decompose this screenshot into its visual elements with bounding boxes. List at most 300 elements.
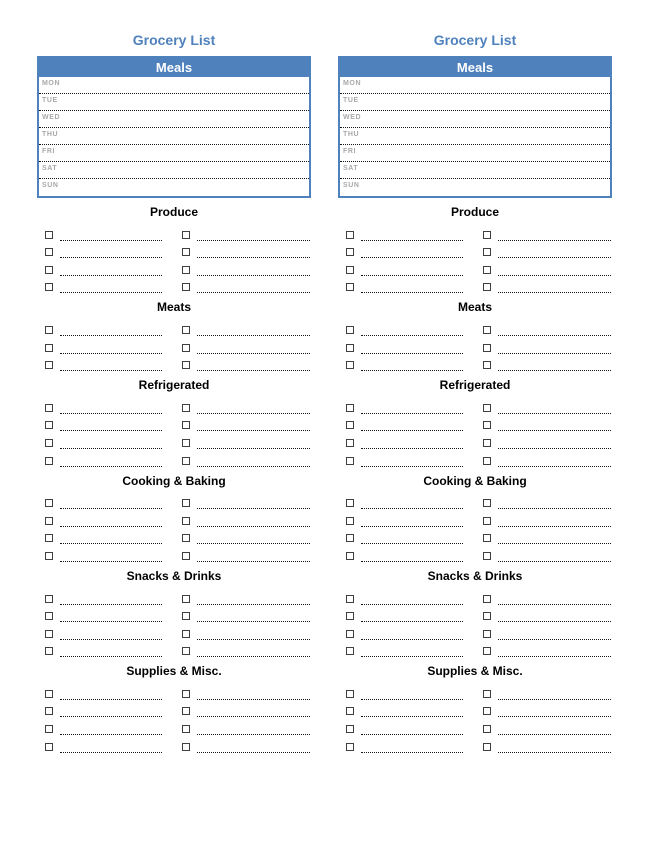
- item-checkbox[interactable]: [483, 439, 491, 447]
- item-entry-line[interactable]: [60, 524, 162, 527]
- item-entry-line[interactable]: [361, 290, 463, 293]
- meal-entry-row-sat[interactable]: [39, 162, 309, 179]
- meal-entry-row-sun[interactable]: [340, 179, 610, 196]
- item-row: [37, 396, 311, 414]
- item-checkbox[interactable]: [483, 457, 491, 465]
- item-checkbox[interactable]: [346, 517, 354, 525]
- item-row: [338, 717, 612, 735]
- item-checkbox[interactable]: [346, 404, 354, 412]
- item-checkbox[interactable]: [182, 690, 190, 698]
- item-entry-line[interactable]: [498, 619, 611, 622]
- item-entry-line[interactable]: [60, 602, 162, 605]
- section-supplies-misc: [37, 664, 311, 752]
- item-entry-line[interactable]: [498, 255, 611, 258]
- item-checkbox[interactable]: [346, 421, 354, 429]
- meal-entry-row-tue[interactable]: [340, 94, 610, 111]
- meal-entry-row-sat[interactable]: [340, 162, 610, 179]
- item-entry-line[interactable]: [361, 714, 463, 717]
- item-checkbox[interactable]: [483, 421, 491, 429]
- item-checkbox[interactable]: [45, 361, 53, 369]
- item-checkbox[interactable]: [45, 595, 53, 603]
- item-row: [37, 336, 311, 354]
- item-checkbox[interactable]: [346, 283, 354, 291]
- item-slot: [174, 725, 311, 735]
- item-entry-line[interactable]: [498, 464, 611, 467]
- item-checkbox[interactable]: [483, 499, 491, 507]
- item-row: [338, 396, 612, 414]
- item-entry-line[interactable]: [361, 464, 463, 467]
- item-slot: [37, 283, 174, 293]
- item-checkbox[interactable]: [182, 404, 190, 412]
- item-slot: [338, 499, 475, 509]
- item-row: [338, 354, 612, 372]
- item-slot: [338, 534, 475, 544]
- item-slot: [37, 595, 174, 605]
- item-checkbox[interactable]: [182, 344, 190, 352]
- item-entry-line[interactable]: [60, 559, 162, 562]
- item-checkbox[interactable]: [45, 326, 53, 334]
- meal-entry-row-wed[interactable]: [39, 111, 309, 128]
- item-entry-line[interactable]: [197, 524, 310, 527]
- item-row: [338, 682, 612, 700]
- item-entry-line[interactable]: [197, 351, 310, 354]
- item-checkbox[interactable]: [483, 630, 491, 638]
- item-row: [37, 241, 311, 259]
- item-entry-line[interactable]: [498, 559, 611, 562]
- section-title: Supplies & Misc.: [427, 664, 523, 679]
- item-checkbox[interactable]: [182, 248, 190, 256]
- item-checkbox[interactable]: [182, 499, 190, 507]
- item-slot: [475, 595, 612, 605]
- item-checkbox[interactable]: [483, 248, 491, 256]
- item-slot: [37, 231, 174, 241]
- item-entry-line[interactable]: [60, 619, 162, 622]
- item-slot: [475, 517, 612, 527]
- day-label: FRI: [343, 148, 357, 155]
- item-entry-line[interactable]: [498, 351, 611, 354]
- item-entry-line[interactable]: [197, 714, 310, 717]
- item-checkbox[interactable]: [346, 534, 354, 542]
- item-slot: [475, 647, 612, 657]
- item-entry-line[interactable]: [197, 750, 310, 753]
- section-cooking-baking: [37, 474, 311, 562]
- item-checkbox[interactable]: [346, 707, 354, 715]
- day-label: THU: [343, 131, 360, 138]
- item-checkbox[interactable]: [346, 439, 354, 447]
- item-checkbox[interactable]: [182, 743, 190, 751]
- item-entry-line[interactable]: [361, 541, 463, 544]
- item-entry-line[interactable]: [361, 446, 463, 449]
- item-entry-line[interactable]: [197, 368, 310, 371]
- item-slot: [37, 326, 174, 336]
- item-checkbox[interactable]: [483, 404, 491, 412]
- item-entry-line[interactable]: [498, 333, 611, 336]
- item-entry-line[interactable]: [60, 333, 162, 336]
- day-label: WED: [343, 114, 362, 121]
- item-entry-line[interactable]: [498, 506, 611, 509]
- item-entry-line[interactable]: [498, 290, 611, 293]
- item-row: [338, 587, 612, 605]
- item-slot: [338, 404, 475, 414]
- item-checkbox[interactable]: [182, 534, 190, 542]
- item-checkbox[interactable]: [182, 361, 190, 369]
- day-label: WED: [42, 114, 61, 121]
- meals-box: [338, 56, 612, 198]
- item-checkbox[interactable]: [182, 231, 190, 239]
- item-checkbox[interactable]: [483, 552, 491, 560]
- item-entry-line[interactable]: [498, 524, 611, 527]
- item-entry-line[interactable]: [361, 654, 463, 657]
- item-slot: [174, 361, 311, 371]
- item-checkbox[interactable]: [45, 690, 53, 698]
- item-entry-line[interactable]: [60, 255, 162, 258]
- item-checkbox[interactable]: [182, 517, 190, 525]
- item-entry-line[interactable]: [60, 238, 162, 241]
- item-slot: [338, 283, 475, 293]
- item-entry-line[interactable]: [60, 732, 162, 735]
- item-entry-line[interactable]: [197, 506, 310, 509]
- item-entry-line[interactable]: [60, 290, 162, 293]
- item-entry-line[interactable]: [498, 368, 611, 371]
- day-label: THU: [42, 131, 59, 138]
- item-slot: [475, 326, 612, 336]
- item-entry-line[interactable]: [498, 541, 611, 544]
- item-slot: [174, 595, 311, 605]
- item-row: [338, 241, 612, 259]
- item-entry-line[interactable]: [361, 559, 463, 562]
- section-title: Snacks & Drinks: [126, 568, 222, 583]
- item-checkbox[interactable]: [182, 552, 190, 560]
- item-checkbox[interactable]: [182, 725, 190, 733]
- item-entry-line[interactable]: [60, 541, 162, 544]
- item-checkbox[interactable]: [45, 404, 53, 412]
- item-entry-line[interactable]: [60, 368, 162, 371]
- item-checkbox[interactable]: [346, 612, 354, 620]
- meal-entry-row-mon[interactable]: [39, 77, 309, 94]
- meal-entry-row-mon[interactable]: [340, 77, 610, 94]
- item-checkbox[interactable]: [346, 457, 354, 465]
- item-checkbox[interactable]: [182, 326, 190, 334]
- item-checkbox[interactable]: [182, 647, 190, 655]
- meal-entry-row-thu[interactable]: [39, 128, 309, 145]
- item-checkbox[interactable]: [346, 647, 354, 655]
- item-entry-line[interactable]: [498, 732, 611, 735]
- item-entry-line[interactable]: [197, 732, 310, 735]
- item-row: [37, 431, 311, 449]
- item-entry-line[interactable]: [361, 732, 463, 735]
- item-entry-line[interactable]: [361, 697, 463, 700]
- item-checkbox[interactable]: [45, 421, 53, 429]
- item-row: [37, 354, 311, 372]
- item-entry-line[interactable]: [197, 637, 310, 640]
- item-entry-line[interactable]: [498, 602, 611, 605]
- item-checkbox[interactable]: [182, 283, 190, 291]
- item-checkbox[interactable]: [45, 534, 53, 542]
- item-entry-line[interactable]: [197, 446, 310, 449]
- item-slot: [338, 439, 475, 449]
- item-slot: [338, 266, 475, 276]
- item-entry-line[interactable]: [197, 428, 310, 431]
- item-checkbox[interactable]: [182, 630, 190, 638]
- item-checkbox[interactable]: [346, 499, 354, 507]
- item-row: [37, 449, 311, 467]
- item-slot: [174, 231, 311, 241]
- item-checkbox[interactable]: [483, 743, 491, 751]
- item-entry-line[interactable]: [60, 506, 162, 509]
- item-slot: [174, 707, 311, 717]
- item-row: [37, 735, 311, 753]
- item-entry-line[interactable]: [60, 351, 162, 354]
- item-entry-line[interactable]: [361, 619, 463, 622]
- item-checkbox[interactable]: [182, 421, 190, 429]
- item-row: [338, 622, 612, 640]
- item-checkbox[interactable]: [182, 266, 190, 274]
- item-entry-line[interactable]: [197, 559, 310, 562]
- item-entry-line[interactable]: [361, 750, 463, 753]
- item-entry-line[interactable]: [60, 446, 162, 449]
- item-entry-line[interactable]: [498, 637, 611, 640]
- item-entry-line[interactable]: [498, 238, 611, 241]
- item-entry-line[interactable]: [361, 602, 463, 605]
- item-entry-line[interactable]: [361, 238, 463, 241]
- item-checkbox[interactable]: [483, 326, 491, 334]
- item-slot: [174, 499, 311, 509]
- item-entry-line[interactable]: [60, 464, 162, 467]
- item-row: [37, 605, 311, 623]
- item-slot: [475, 421, 612, 431]
- meal-entry-row-fri[interactable]: [39, 145, 309, 162]
- item-checkbox[interactable]: [346, 248, 354, 256]
- item-checkbox[interactable]: [45, 552, 53, 560]
- item-checkbox[interactable]: [483, 725, 491, 733]
- item-checkbox[interactable]: [45, 517, 53, 525]
- item-entry-line[interactable]: [60, 428, 162, 431]
- item-checkbox[interactable]: [45, 612, 53, 620]
- item-checkbox[interactable]: [483, 283, 491, 291]
- item-slot: [475, 266, 612, 276]
- item-checkbox[interactable]: [45, 725, 53, 733]
- item-checkbox[interactable]: [45, 439, 53, 447]
- meal-entry-row-wed[interactable]: [340, 111, 610, 128]
- item-row: [37, 587, 311, 605]
- item-checkbox[interactable]: [45, 647, 53, 655]
- item-entry-line[interactable]: [60, 411, 162, 414]
- item-checkbox[interactable]: [483, 612, 491, 620]
- item-checkbox[interactable]: [346, 725, 354, 733]
- item-entry-line[interactable]: [361, 506, 463, 509]
- item-checkbox[interactable]: [182, 457, 190, 465]
- item-entry-line[interactable]: [498, 428, 611, 431]
- item-checkbox[interactable]: [346, 552, 354, 560]
- item-checkbox[interactable]: [483, 344, 491, 352]
- item-slot: [37, 499, 174, 509]
- item-checkbox[interactable]: [483, 266, 491, 274]
- item-row: [37, 258, 311, 276]
- item-entry-line[interactable]: [197, 654, 310, 657]
- item-slot: [475, 231, 612, 241]
- item-entry-line[interactable]: [197, 411, 310, 414]
- grocery-list-column-right: [338, 33, 612, 753]
- item-entry-line[interactable]: [197, 290, 310, 293]
- item-entry-line[interactable]: [361, 428, 463, 431]
- meal-entry-row-fri[interactable]: [340, 145, 610, 162]
- item-entry-line[interactable]: [197, 255, 310, 258]
- item-entry-line[interactable]: [197, 333, 310, 336]
- item-entry-line[interactable]: [361, 637, 463, 640]
- item-slot: [37, 630, 174, 640]
- item-entry-line[interactable]: [60, 714, 162, 717]
- meal-entry-row-tue[interactable]: [39, 94, 309, 111]
- item-slot: [37, 421, 174, 431]
- item-checkbox[interactable]: [346, 326, 354, 334]
- item-slot: [174, 344, 311, 354]
- section-title: Meats: [457, 300, 492, 315]
- item-checkbox[interactable]: [45, 231, 53, 239]
- item-entry-line[interactable]: [361, 351, 463, 354]
- item-row: [37, 318, 311, 336]
- item-checkbox[interactable]: [346, 344, 354, 352]
- item-slot: [37, 647, 174, 657]
- item-checkbox[interactable]: [483, 517, 491, 525]
- item-entry-line[interactable]: [498, 750, 611, 753]
- item-slot: [338, 595, 475, 605]
- item-slot: [475, 404, 612, 414]
- item-checkbox[interactable]: [182, 612, 190, 620]
- item-checkbox[interactable]: [45, 248, 53, 256]
- day-label: MON: [343, 80, 362, 87]
- item-checkbox[interactable]: [45, 457, 53, 465]
- item-row: [37, 276, 311, 294]
- item-checkbox[interactable]: [483, 231, 491, 239]
- item-row: [37, 622, 311, 640]
- item-entry-line[interactable]: [361, 411, 463, 414]
- item-checkbox[interactable]: [45, 630, 53, 638]
- item-entry-line[interactable]: [60, 750, 162, 753]
- item-slot: [475, 612, 612, 622]
- section-title: Meats: [156, 300, 191, 315]
- day-label: TUE: [42, 97, 58, 104]
- item-entry-line[interactable]: [361, 333, 463, 336]
- item-entry-line[interactable]: [197, 602, 310, 605]
- item-entry-line[interactable]: [197, 273, 310, 276]
- item-slot: [475, 725, 612, 735]
- item-slot: [475, 248, 612, 258]
- item-checkbox[interactable]: [483, 595, 491, 603]
- item-checkbox[interactable]: [483, 707, 491, 715]
- item-entry-line[interactable]: [60, 273, 162, 276]
- item-entry-line[interactable]: [498, 273, 611, 276]
- item-checkbox[interactable]: [45, 283, 53, 291]
- item-checkbox[interactable]: [45, 707, 53, 715]
- section-produce: [37, 205, 311, 293]
- item-entry-line[interactable]: [498, 654, 611, 657]
- item-entry-line[interactable]: [498, 411, 611, 414]
- day-label: SAT: [343, 165, 359, 172]
- item-slot: [37, 534, 174, 544]
- item-row: [37, 414, 311, 432]
- item-row: [338, 735, 612, 753]
- item-checkbox[interactable]: [45, 266, 53, 274]
- item-slot: [174, 612, 311, 622]
- item-entry-line[interactable]: [60, 654, 162, 657]
- item-checkbox[interactable]: [483, 690, 491, 698]
- section-title: Refrigerated: [138, 378, 210, 393]
- item-checkbox[interactable]: [346, 231, 354, 239]
- item-checkbox[interactable]: [346, 743, 354, 751]
- item-slot: [475, 534, 612, 544]
- section-title: Supplies & Misc.: [126, 664, 222, 679]
- section-title: Cooking & Baking: [122, 473, 226, 488]
- item-entry-line[interactable]: [498, 714, 611, 717]
- item-checkbox[interactable]: [45, 344, 53, 352]
- item-checkbox[interactable]: [182, 439, 190, 447]
- meal-entry-row-thu[interactable]: [340, 128, 610, 145]
- item-slot: [174, 517, 311, 527]
- item-entry-line[interactable]: [498, 697, 611, 700]
- item-checkbox[interactable]: [483, 361, 491, 369]
- item-checkbox[interactable]: [346, 361, 354, 369]
- item-entry-line[interactable]: [197, 541, 310, 544]
- item-slot: [37, 743, 174, 753]
- meals-days: [39, 77, 309, 196]
- item-slot: [338, 361, 475, 371]
- item-checkbox[interactable]: [483, 534, 491, 542]
- item-entry-line[interactable]: [60, 637, 162, 640]
- item-checkbox[interactable]: [45, 499, 53, 507]
- item-row: [338, 318, 612, 336]
- item-slot: [475, 552, 612, 562]
- item-slot: [37, 457, 174, 467]
- item-entry-line[interactable]: [197, 464, 310, 467]
- day-label: MON: [42, 80, 61, 87]
- item-entry-line[interactable]: [361, 368, 463, 371]
- item-slot: [475, 707, 612, 717]
- item-entry-line[interactable]: [197, 238, 310, 241]
- item-entry-line[interactable]: [197, 697, 310, 700]
- item-checkbox[interactable]: [45, 743, 53, 751]
- item-row: [37, 223, 311, 241]
- item-checkbox[interactable]: [483, 647, 491, 655]
- section-cooking-baking: [338, 474, 612, 562]
- item-entry-line[interactable]: [197, 619, 310, 622]
- meals-header: Meals: [39, 58, 309, 77]
- section-produce: [338, 205, 612, 293]
- item-checkbox[interactable]: [182, 595, 190, 603]
- item-checkbox[interactable]: [346, 690, 354, 698]
- item-slot: [37, 552, 174, 562]
- section-supplies-misc: [338, 664, 612, 752]
- item-entry-line[interactable]: [60, 697, 162, 700]
- item-checkbox[interactable]: [346, 595, 354, 603]
- item-row: [37, 640, 311, 658]
- item-slot: [174, 647, 311, 657]
- item-row: [338, 431, 612, 449]
- item-entry-line[interactable]: [361, 524, 463, 527]
- item-entry-line[interactable]: [361, 273, 463, 276]
- section-title: Refrigerated: [439, 378, 511, 393]
- item-checkbox[interactable]: [346, 266, 354, 274]
- item-checkbox[interactable]: [346, 630, 354, 638]
- meal-entry-row-sun[interactable]: [39, 179, 309, 196]
- item-checkbox[interactable]: [182, 707, 190, 715]
- item-entry-line[interactable]: [361, 255, 463, 258]
- item-slot: [338, 725, 475, 735]
- section-title: Produce: [149, 205, 198, 219]
- item-slot: [475, 457, 612, 467]
- item-slot: [37, 344, 174, 354]
- item-entry-line[interactable]: [498, 446, 611, 449]
- meals-header: Meals: [340, 58, 610, 77]
